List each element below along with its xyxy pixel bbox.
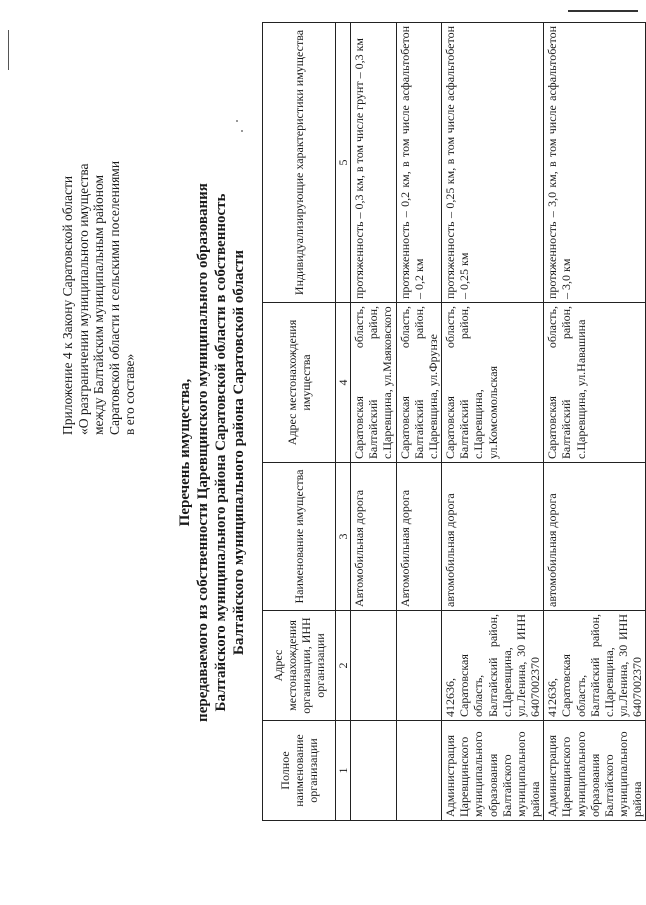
document-title	[176, 0, 248, 905]
header-characteristics: Индивидуализирующие характеристики имущества	[263, 23, 336, 303]
cell-org: Администрация Царевщинского муниципального образования Балтайского муниципального района	[442, 721, 544, 821]
header-name: Наименование имущества	[263, 463, 336, 611]
header-org: Полное наименование организации	[263, 721, 336, 821]
cell-name: Автомобильная дорога	[396, 463, 441, 611]
table-row	[351, 23, 396, 821]
table-row	[544, 23, 646, 821]
column-number-row	[336, 23, 351, 821]
cell-address: Саратовская область, Балтайский район, с.Царевщина, ул.Навашина	[544, 303, 646, 463]
column-number: 1	[336, 721, 351, 821]
cell-name: автомобильная дорога	[544, 463, 646, 611]
column-number: 2	[336, 611, 351, 721]
title-line: Перечень имущества,	[177, 378, 193, 527]
cell-address: Саратовская область, Балтайский район, с.Царевщина, ул.Маяковского	[351, 303, 396, 463]
cell-address: Саратовская область, Балтайский район, с.Царевщина, ул.Комсомольская	[442, 303, 544, 463]
title-line: Балтайского муниципального района Саратовской области	[231, 249, 247, 656]
title-line: передаваемого из собственности Царевщинского муниципального образования	[195, 183, 211, 722]
cell-org-address	[396, 611, 441, 721]
cell-name: Автомобильная дорога	[351, 463, 396, 611]
header-org-address: Адрес местонахождения организации, ИНН организации	[263, 611, 336, 721]
appendix-line: Саратовской области и сельскими поселениями	[106, 160, 122, 435]
appendix-note	[60, 25, 138, 435]
table-row	[396, 23, 441, 821]
appendix-line: Приложение 4 к Закону Саратовской области	[60, 175, 75, 435]
column-number: 4	[336, 303, 351, 463]
cell-org-address	[351, 611, 396, 721]
cell-characteristics: протяженность – 0,25 км, в том числе асфальтобетон – 0,25 км	[442, 23, 544, 303]
cell-characteristics: протяженность – 0,3 км, в том числе грунт – 0,3 км	[351, 23, 396, 303]
title-line: Балтайского муниципального района Саратовской области в собственность	[213, 193, 229, 712]
cell-org	[351, 721, 396, 821]
property-table	[262, 22, 646, 821]
header-address: Адрес местонахождения имущества	[263, 303, 336, 463]
appendix-line: между Балтайским муниципальным районом	[91, 174, 107, 435]
cell-org	[396, 721, 441, 821]
cell-name: автомобильная дорога	[442, 463, 544, 611]
column-number: 5	[336, 23, 351, 303]
cell-characteristics: протяженность – 3,0 км, в том числе асфальтобетон – 3,0 км	[544, 23, 646, 303]
cell-org-address: 412636, Саратовская область, Балтайский район, с.Царевщина, ул.Ленина, 30 ИНН 6407002370	[544, 611, 646, 721]
cell-org: Администрация Царевщинского муниципального образования Балтайского муниципального района	[544, 721, 646, 821]
table-row	[442, 23, 544, 821]
cell-characteristics: протяженность – 0,2 км, в том числе асфальтобетон – 0,2 км	[396, 23, 441, 303]
appendix-line: «О разграничении муниципального имущества	[75, 163, 91, 435]
cell-address: Саратовская область, Балтайский район, с.Царевщина, ул.Фрунзе	[396, 303, 441, 463]
appendix-line: в его составе»	[122, 353, 138, 435]
cell-org-address: 412636, Саратовская область, Балтайский район, с.Царевщина, ул.Ленина, 30 ИНН 6407002370	[442, 611, 544, 721]
column-number: 3	[336, 463, 351, 611]
header-row	[263, 23, 336, 821]
